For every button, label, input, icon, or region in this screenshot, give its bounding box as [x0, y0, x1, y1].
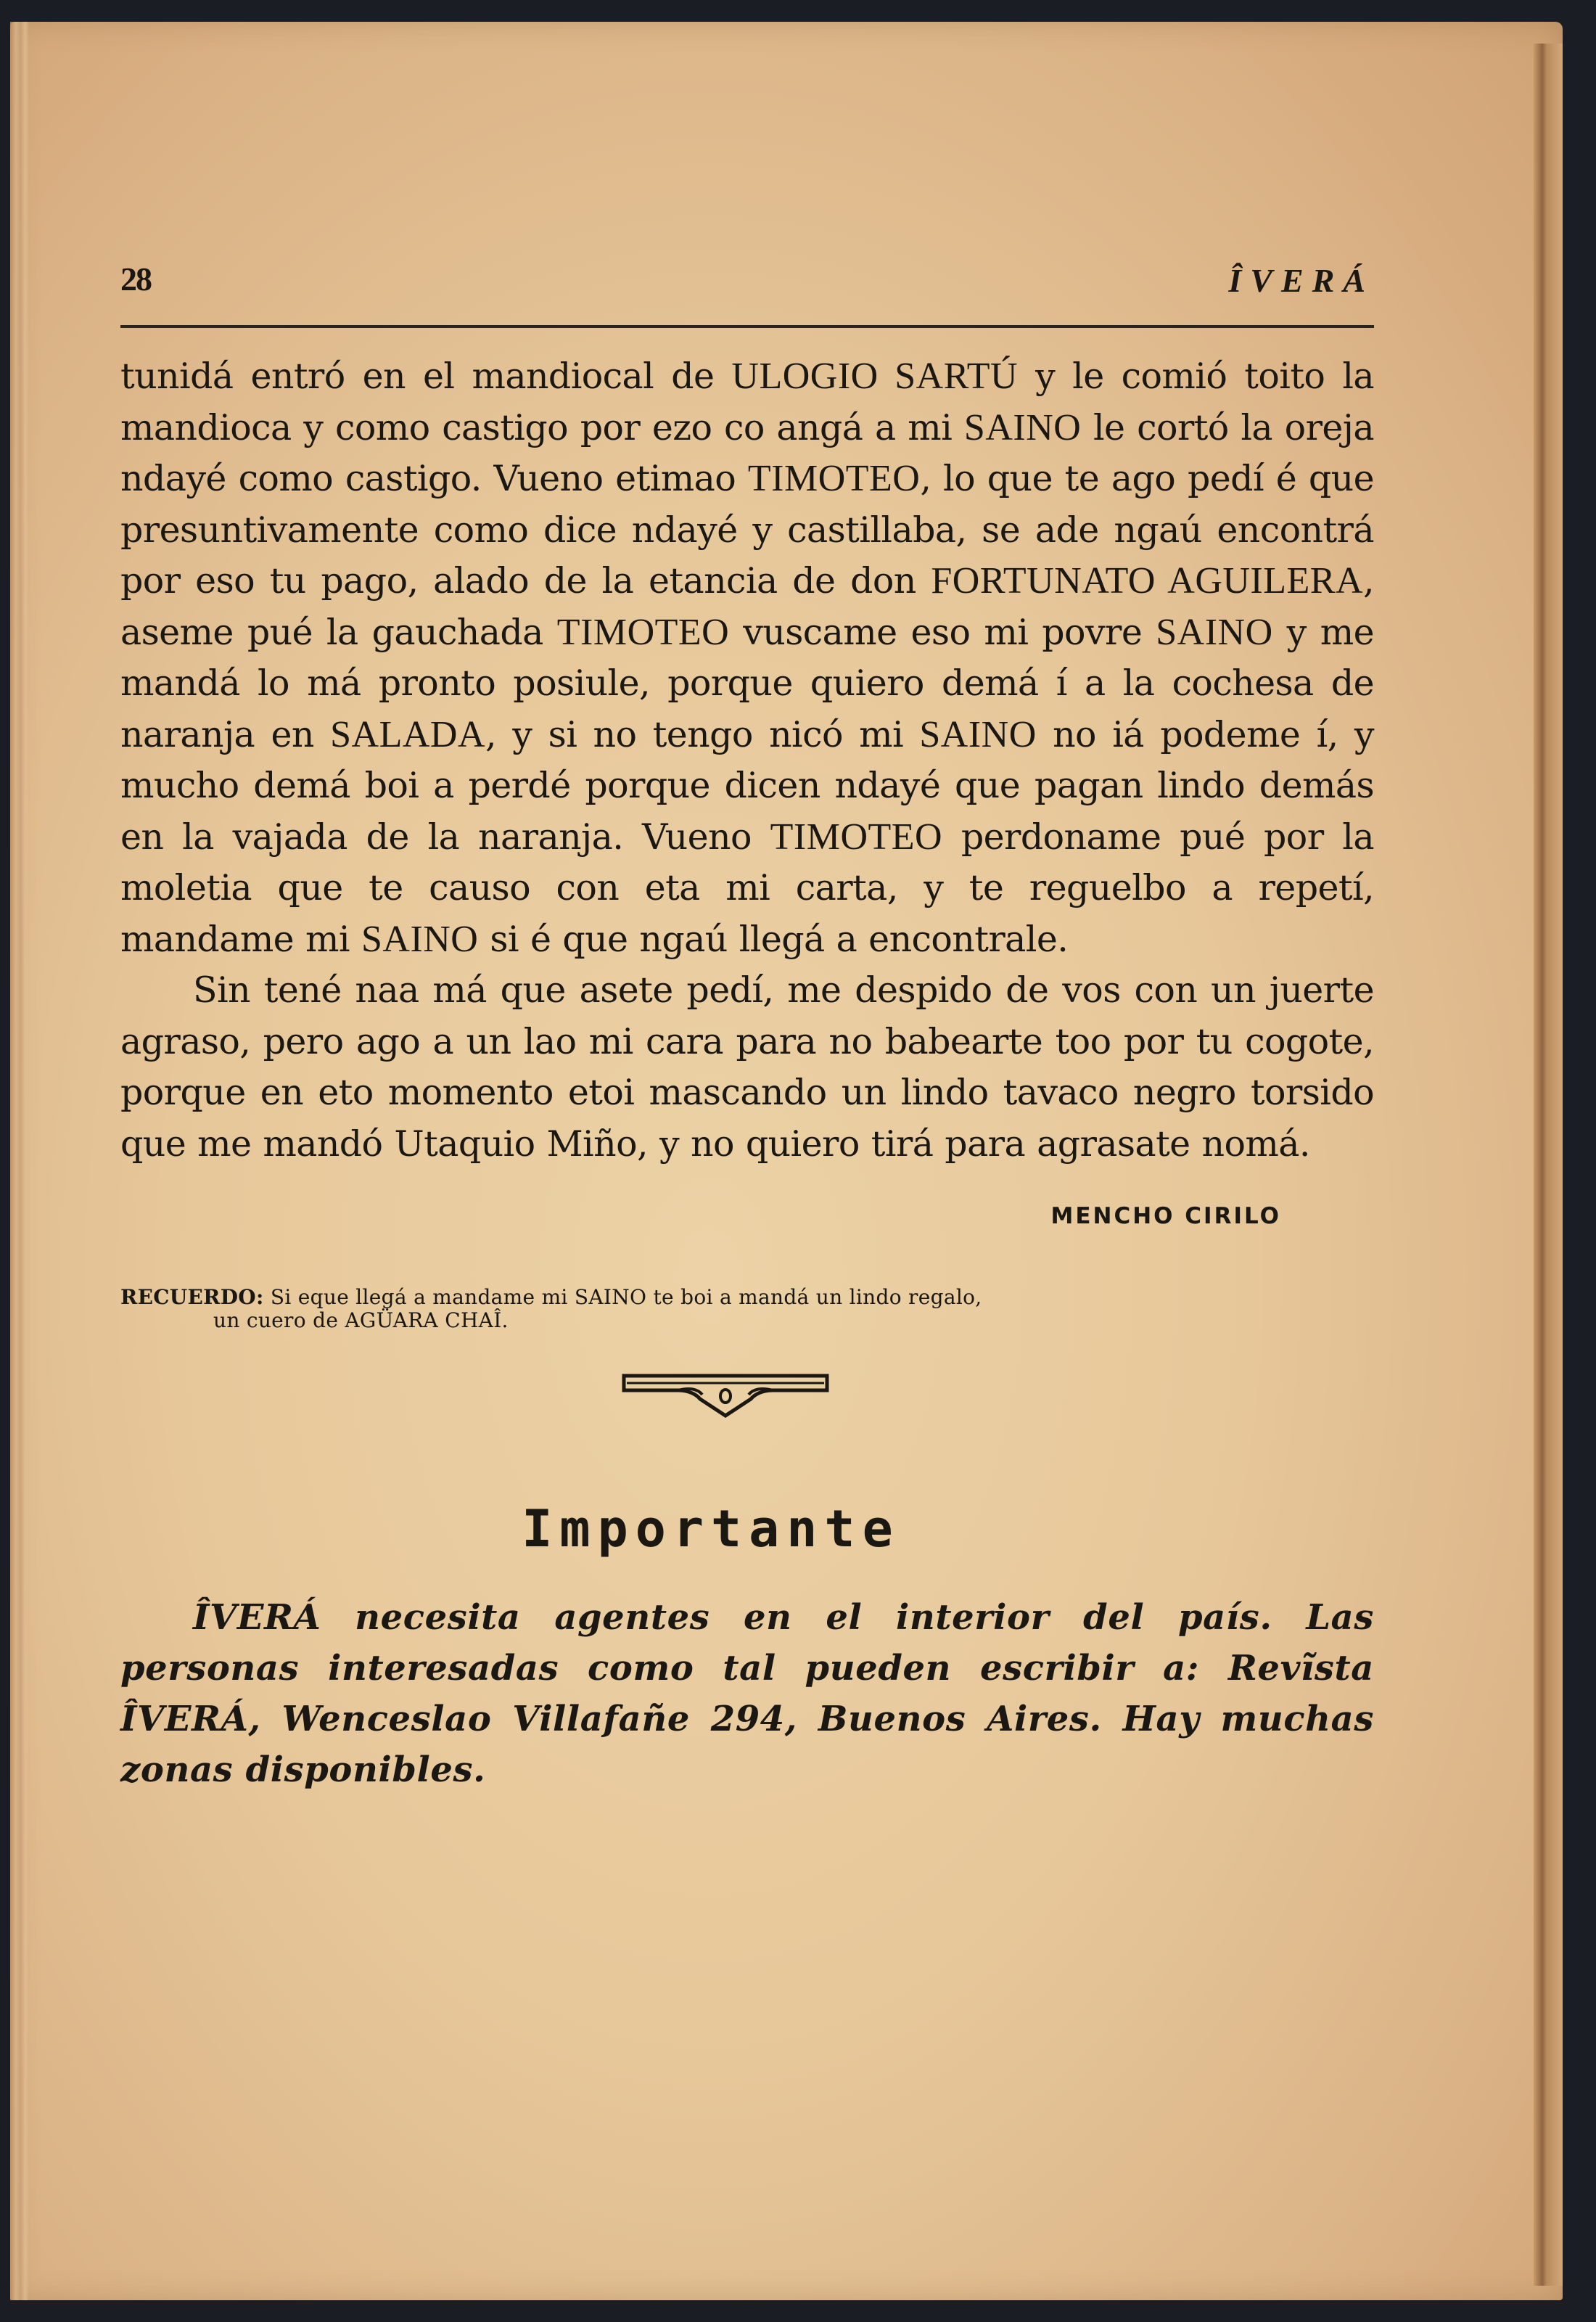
page-stack-left-edge — [10, 22, 29, 2300]
postscript-text: Si eque llegá a mandame mi SAINO te boi a mandá un lindo regalo, — [263, 1285, 982, 1309]
proper-name: ULOGIO SARTÚ — [731, 356, 1019, 397]
proper-name: SAINO — [361, 918, 479, 960]
postscript-line-1 — [120, 1286, 1374, 1309]
proper-name: SAINO — [919, 713, 1037, 755]
letter-text: y le comió toito la mandioca y como castigo por ezo co angá a mi — [120, 356, 1375, 448]
publication-title: ÎVERÁ — [1228, 262, 1374, 299]
letter-paragraph — [120, 351, 1374, 965]
letter-text: no iá podeme í, y mucho demá boi a perdé porque dicen ndayé que pagan lindo demás en la vajada de la naranja. Vueno — [120, 713, 1374, 858]
ornamental-divider-icon — [617, 1369, 834, 1419]
proper-name: FORTUNATO AGUILERA — [931, 560, 1364, 602]
postscript-note — [120, 1286, 1374, 1332]
running-header — [120, 239, 1374, 319]
letter-body — [120, 351, 1374, 1170]
letter-signature: MENCHO CIRILO — [1050, 1203, 1281, 1229]
header-rule — [120, 325, 1374, 328]
notice-title: Importante — [522, 1499, 900, 1559]
postscript-label: RECUERDO: — [120, 1285, 264, 1309]
letter-text: , y si no tengo nicó mi — [485, 713, 920, 755]
page-content — [120, 239, 1374, 1795]
proper-name: TIMOTEO — [556, 611, 730, 653]
magazine-page — [10, 22, 1563, 2300]
letter-text: , aseme pué la gauchada — [120, 560, 1374, 653]
proper-name: SAINO — [1156, 611, 1273, 653]
letter-text: , lo que te ago pedí é que presuntivamente como dice ndayé y castillaba, se ade ngaú encontrá por eso tu pago, alado de la etancia de don — [120, 458, 1374, 602]
letter-text: vuscame eso mi povre — [729, 611, 1156, 653]
proper-name: TIMOTEO — [770, 816, 943, 858]
proper-name: SAINO — [963, 406, 1082, 448]
letter-text: y me mandá lo má pronto posiule, porque quiero demá í a la cochesa de naranja en — [120, 611, 1374, 755]
letter-text: le cortó la oreja ndayé como castigo. Vueno etimao — [120, 406, 1374, 499]
page-stack-right-edge — [1534, 44, 1563, 2286]
letter-paragraph — [120, 965, 1374, 1170]
page-number: 28 — [120, 260, 151, 298]
proper-name: SALADA — [330, 713, 486, 755]
letter-text: Sin tené naa má que asete pedí, me despido de vos con un juerte agraso, pero ago a un lao mi cara para no babearte too por tu cogote, porque en eto momento etoi mascando un lindo tavaco negro torsido que me mandó Utaquio Miño, y no quiero tirá para agrasate nomá. — [120, 969, 1374, 1165]
proper-name: TIMOTEO — [747, 458, 921, 499]
letter-text: si é que ngaú llegá a encontrale. — [478, 918, 1069, 960]
letter-text: perdoname pué por la moletia que te causo con eta mi carta, y te reguelbo a repetí, mandame mi — [120, 816, 1374, 960]
postscript-line-2: un cuero de AGÜARA CHAÎ. — [213, 1308, 509, 1332]
notice-text: ÎVERÁ necesita agentes en el interior del país. Las personas interesadas como tal pueden escribir a: Revĩsta ÎVERÁ, Wenceslao Villafañe 294, Buenos Aires. Hay muchas zonas disponibles. — [120, 1597, 1374, 1790]
letter-text: tunidá entró en el mandiocal de — [120, 356, 732, 397]
